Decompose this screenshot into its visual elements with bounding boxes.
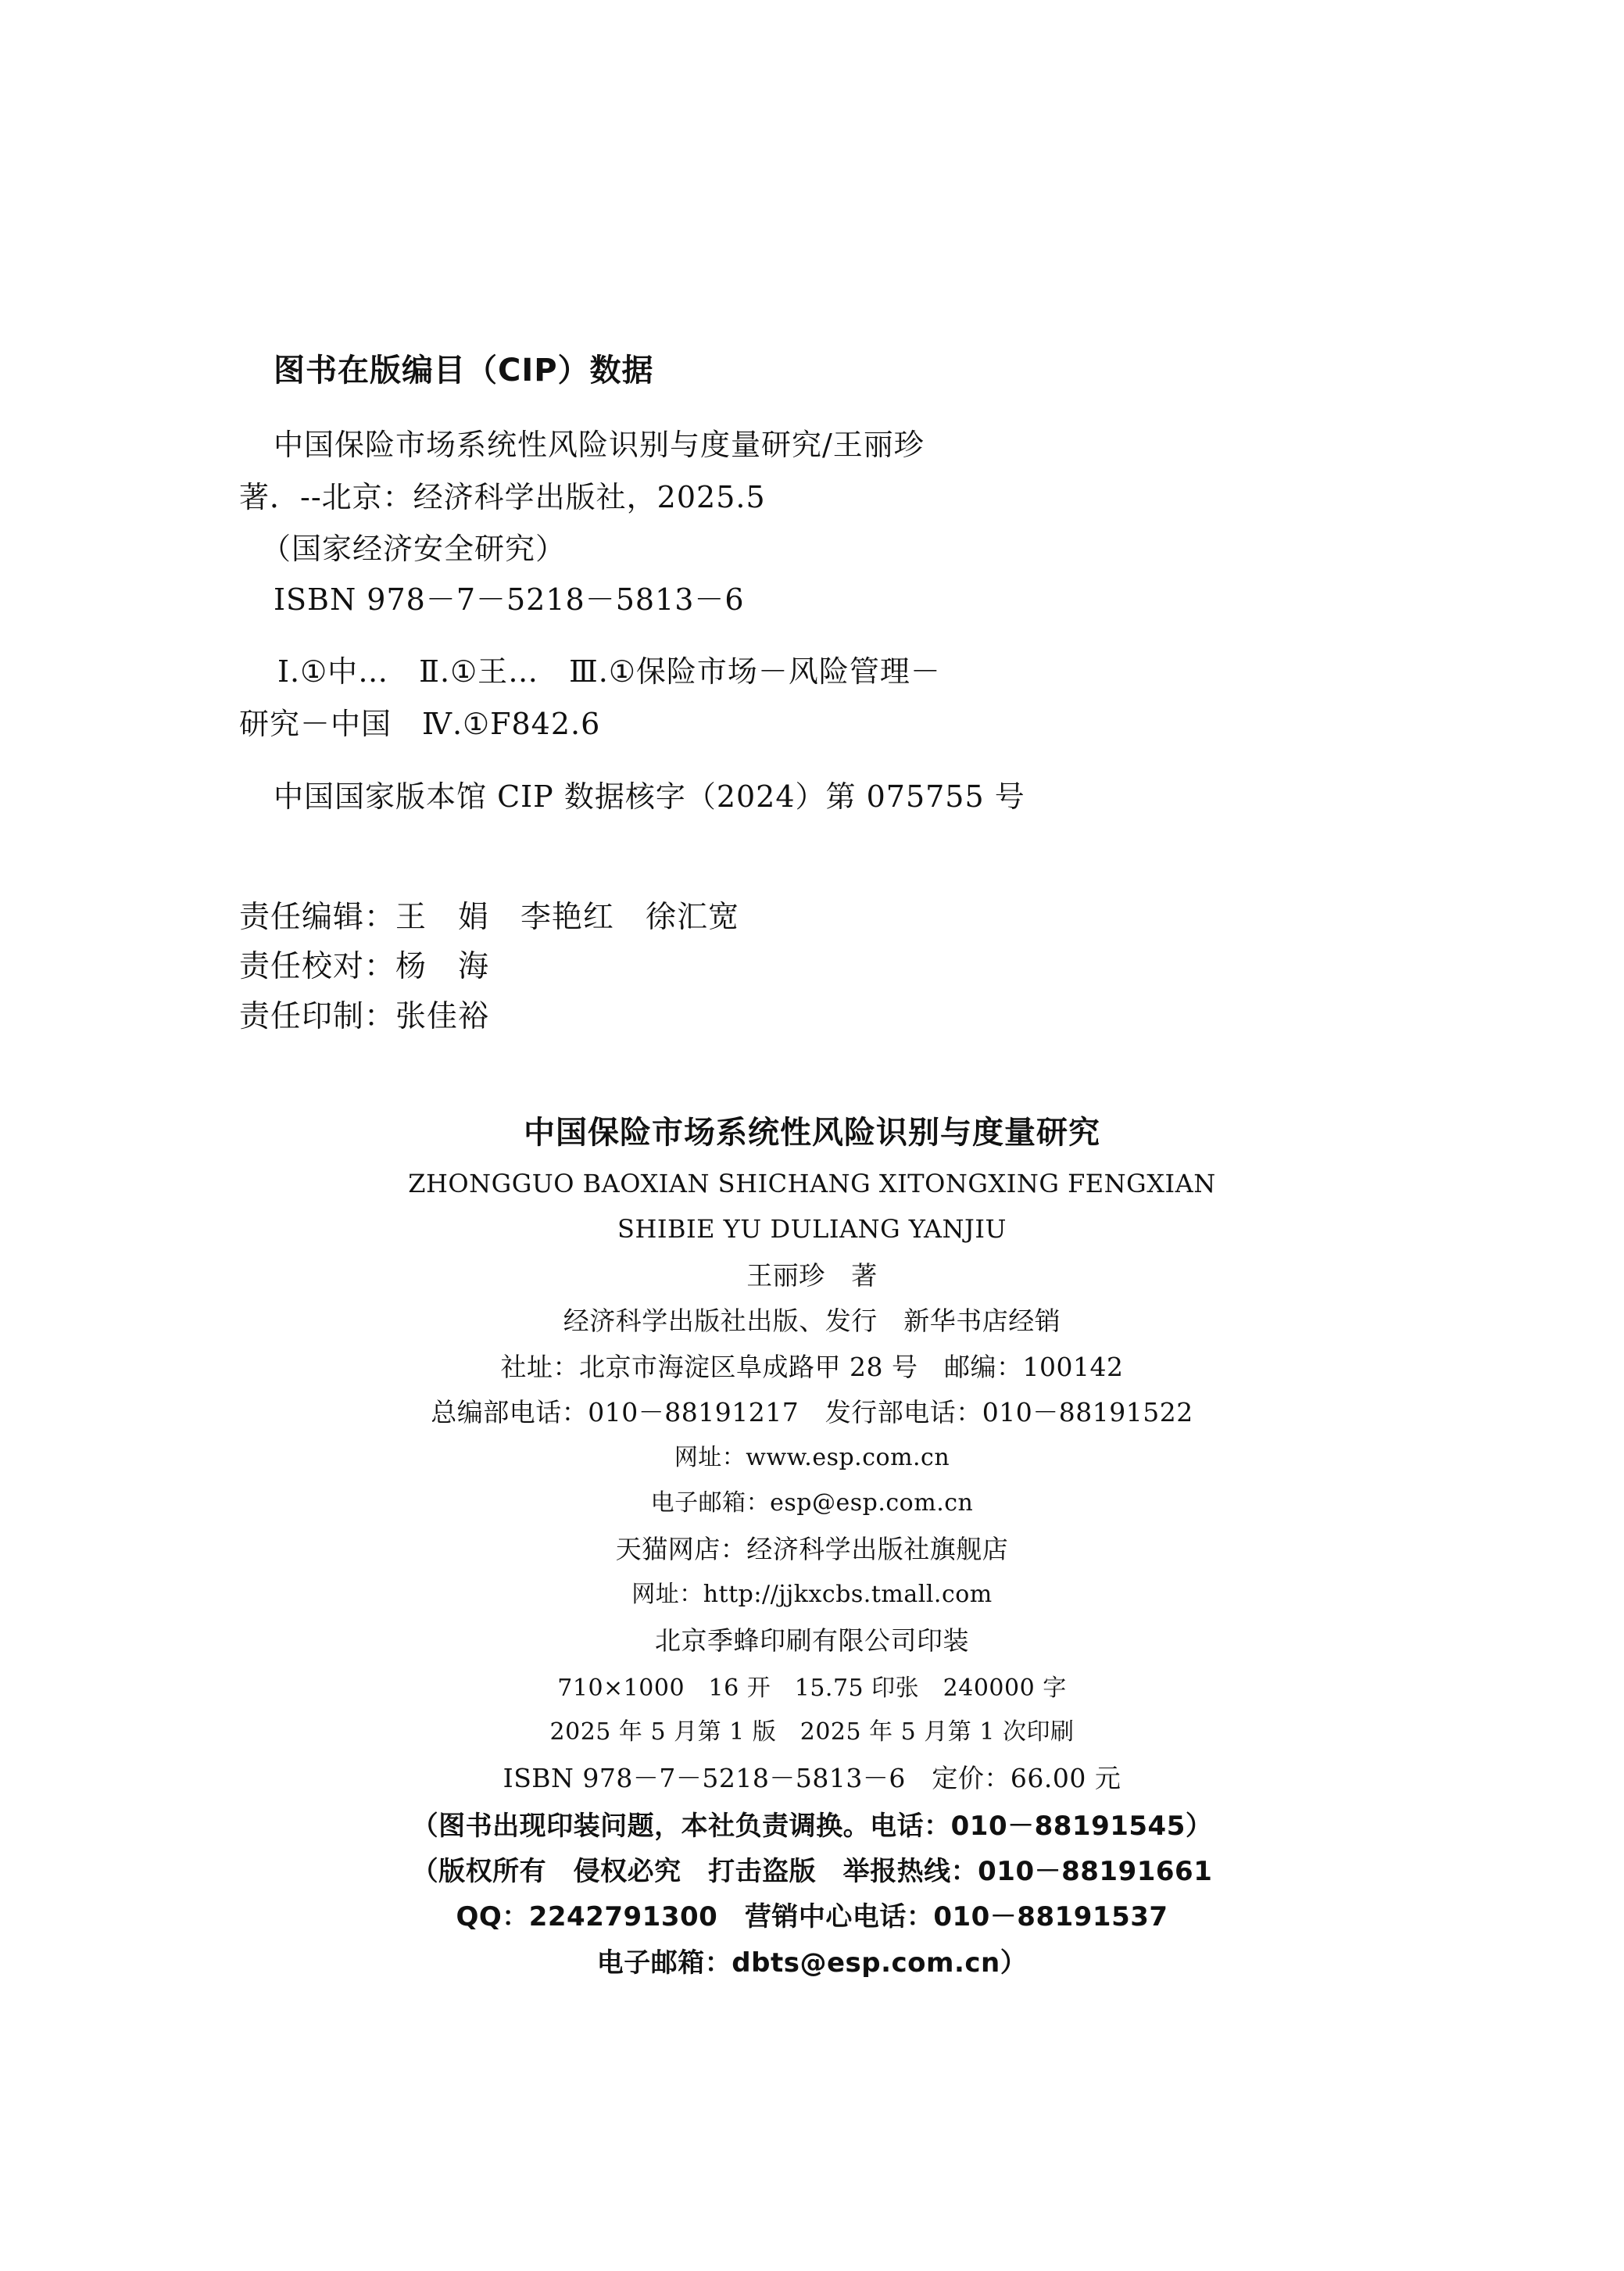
cip-subject-line-1: Ⅰ.①中… Ⅱ.①王… Ⅲ.①保险市场－风险管理－ — [277, 654, 941, 689]
cip-number: 中国国家版本馆 CIP 数据核字（2024）第 075755 号 — [274, 779, 1025, 814]
imprint-phones: 总编部电话：010－88191217 发行部电话：010－88191522 — [431, 1397, 1193, 1427]
staff-printing: 责任印制：张佳裕 — [239, 999, 490, 1034]
imprint-publisher: 经济科学出版社出版、发行 新华书店经销 — [563, 1306, 1061, 1336]
imprint-email: 电子邮箱：esp@esp.com.cn — [650, 1489, 974, 1517]
imprint-isbn-price: ISBN 978－7－5218－5813－6 定价：66.00 元 — [503, 1763, 1121, 1793]
imprint-pinyin-line-2: SHIBIE YU DULIANG YANJIU — [617, 1214, 1007, 1244]
imprint-notice-3: QQ：2242791300 营销中心电话：010－88191537 — [456, 1901, 1168, 1932]
imprint-printer: 北京季蜂印刷有限公司印装 — [655, 1625, 969, 1656]
imprint-book-title: 中国保险市场系统性风险识别与度量研究 — [524, 1115, 1100, 1151]
cip-isbn: ISBN 978－7－5218－5813－6 — [274, 582, 745, 617]
imprint-address: 社址：北京市海淀区阜成路甲 28 号 邮编：100142 — [500, 1352, 1124, 1382]
cip-heading: 图书在版编目（CIP）数据 — [274, 353, 654, 389]
cip-title-line-1: 中国保险市场系统性风险识别与度量研究/王丽珍 — [274, 428, 925, 462]
imprint-website: 网址：www.esp.com.cn — [674, 1444, 950, 1471]
imprint-pinyin-line-1: ZHONGGUO BAOXIAN SHICHANG XITONGXING FENGXIAN — [408, 1169, 1216, 1198]
staff-editors: 责任编辑：王 娟 李艳红 徐汇宽 — [239, 900, 740, 935]
imprint-tmall-url: 网址：http://jjkxcbs.tmall.com — [631, 1581, 993, 1608]
cip-subject-line-2: 研究－中国 Ⅳ.①F842.6 — [239, 707, 601, 741]
staff-proofreader: 责任校对：杨 海 — [239, 949, 490, 984]
imprint-edition: 2025 年 5 月第 1 版 2025 年 5 月第 1 次印刷 — [549, 1718, 1075, 1746]
imprint-notice-4: 电子邮箱：dbts@esp.com.cn） — [596, 1947, 1028, 1979]
cip-series: （国家经济安全研究） — [261, 532, 567, 566]
imprint-notice-1: （图书出现印装问题，本社负责调换。电话：010－88191545） — [411, 1811, 1213, 1842]
imprint-notice-2: （版权所有 侵权必究 打击盗版 举报热线：010－88191661 — [411, 1856, 1213, 1887]
imprint-tmall-store: 天猫网店：经济科学出版社旗舰店 — [615, 1534, 1009, 1564]
imprint-format: 710×1000 16 开 15.75 印张 240000 字 — [557, 1675, 1067, 1702]
cip-title-line-2: 著．--北京：经济科学出版社，2025.5 — [239, 480, 766, 514]
imprint-author: 王丽珍 著 — [746, 1260, 878, 1291]
